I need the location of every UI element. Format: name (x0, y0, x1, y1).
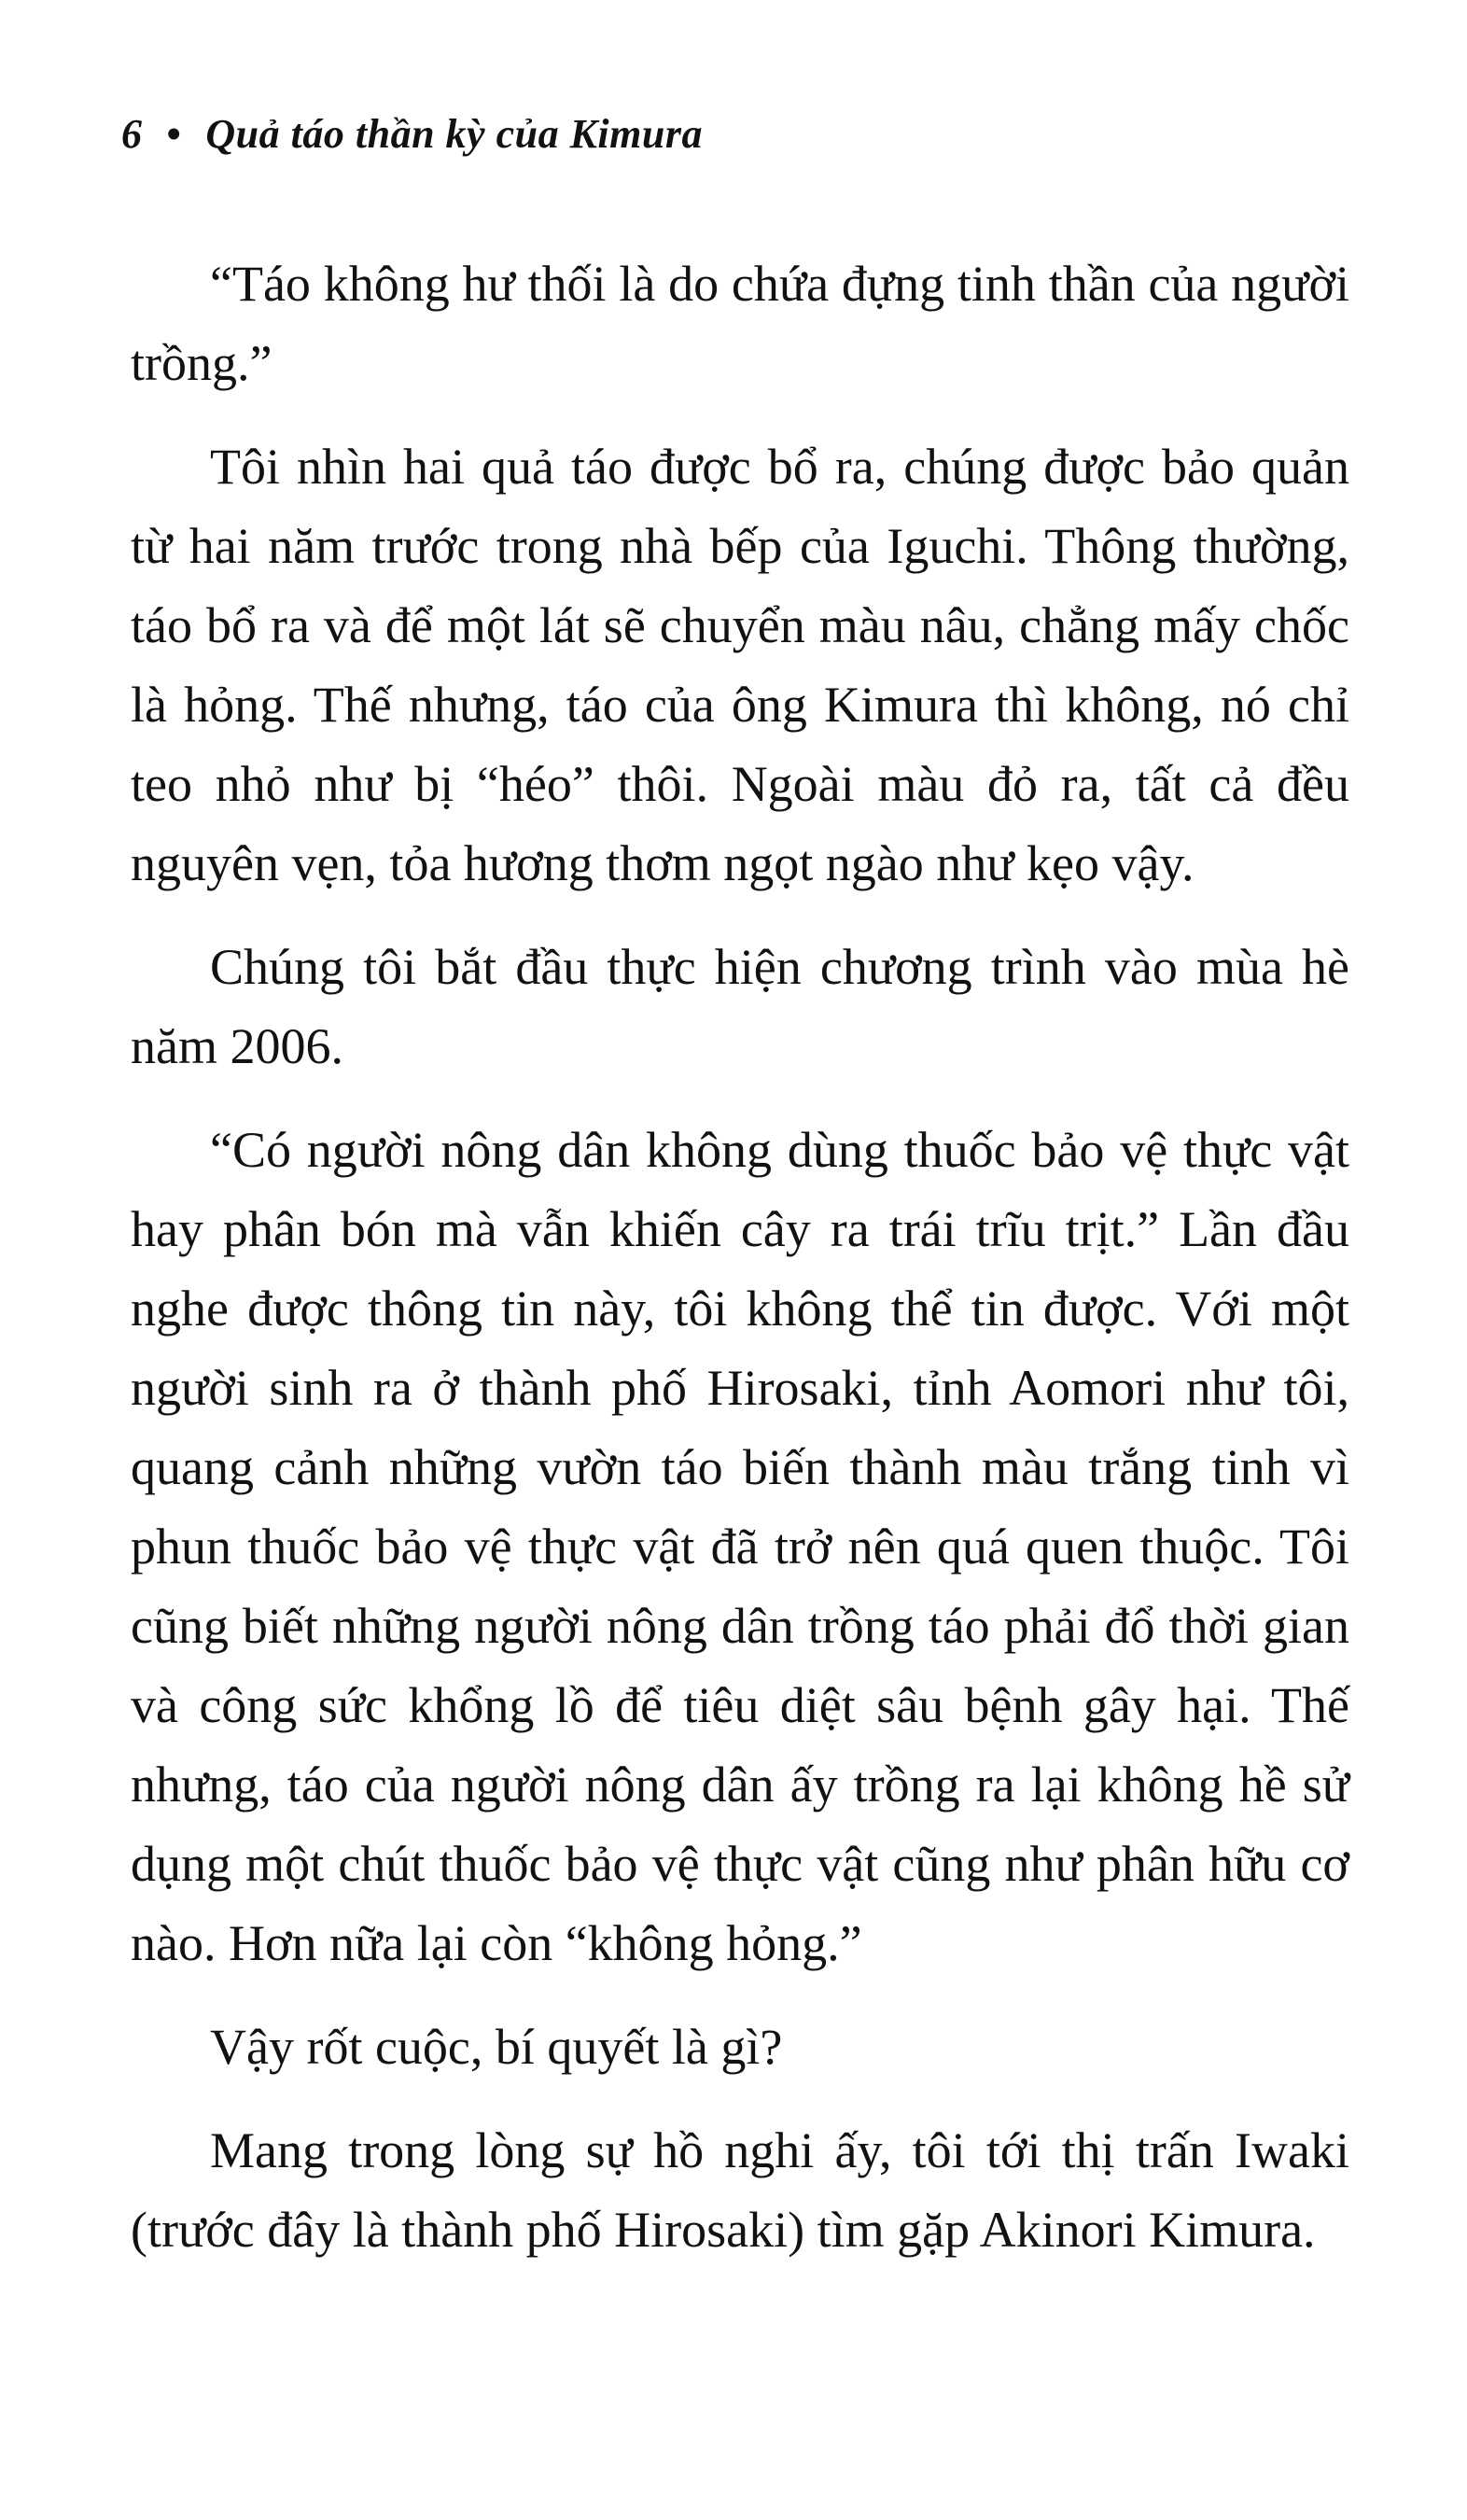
paragraph-1: “Táo không hư thối là do chứa đựng tinh thần của người trồng.” (131, 256, 1349, 391)
paragraph-2: Tôi nhìn hai quả táo được bổ ra, chúng được bảo quản từ hai năm trước trong nhà bếp của Iguchi. Thông thường, táo bổ ra và để một lát sẽ chuyển màu nâu, chẳng mấy chốc là hỏng. Thế nhưng, táo của ông Kimura thì không, nó chỉ teo nhỏ như bị “héo” thôi. Ngoài màu đỏ ra, tất cả đều nguyên vẹn, tỏa hương thơm ngọt ngào như kẹo vậy. (131, 439, 1349, 891)
paragraph-4: “Có người nông dân không dùng thuốc bảo vệ thực vật hay phân bón mà vẫn khiến cây ra trái trĩu trịt.” Lần đầu nghe được thông tin này, tôi không thể tin được. Với một người sinh ra ở thành phố Hirosaki, tỉnh Aomori như tôi, quang cảnh những vườn táo biến thành màu trắng tinh vì phun thuốc bảo vệ thực vật đã trở nên quá quen thuộc. Tôi cũng biết những người nông dân trồng táo phải đổ thời gian và công sức khổng lồ để tiêu diệt sâu bệnh gây hại. Thế nhưng, táo của người nông dân ấy trồng ra lại không hề sử dụng một chút thuốc bảo vệ thực vật cũng như phân hữu cơ nào. Hơn nữa lại còn “không hỏng.” (131, 1122, 1349, 1971)
header-separator: • (166, 111, 182, 157)
page-number: 6 (121, 111, 143, 157)
paragraph-5: Vậy rốt cuộc, bí quyết là gì? (210, 2019, 783, 2075)
book-title: Quả táo thần kỳ của Kimura (205, 111, 703, 157)
running-header (121, 110, 703, 158)
paragraph-6: Mang trong lòng sự hồ nghi ấy, tôi tới thị trấn Iwaki (trước đây là thành phố Hirosaki) tìm gặp Akinori Kimura. (131, 2122, 1349, 2258)
paragraph-3: Chúng tôi bắt đầu thực hiện chương trình vào mùa hè năm 2006. (131, 939, 1349, 1074)
body-text (131, 245, 1349, 2294)
